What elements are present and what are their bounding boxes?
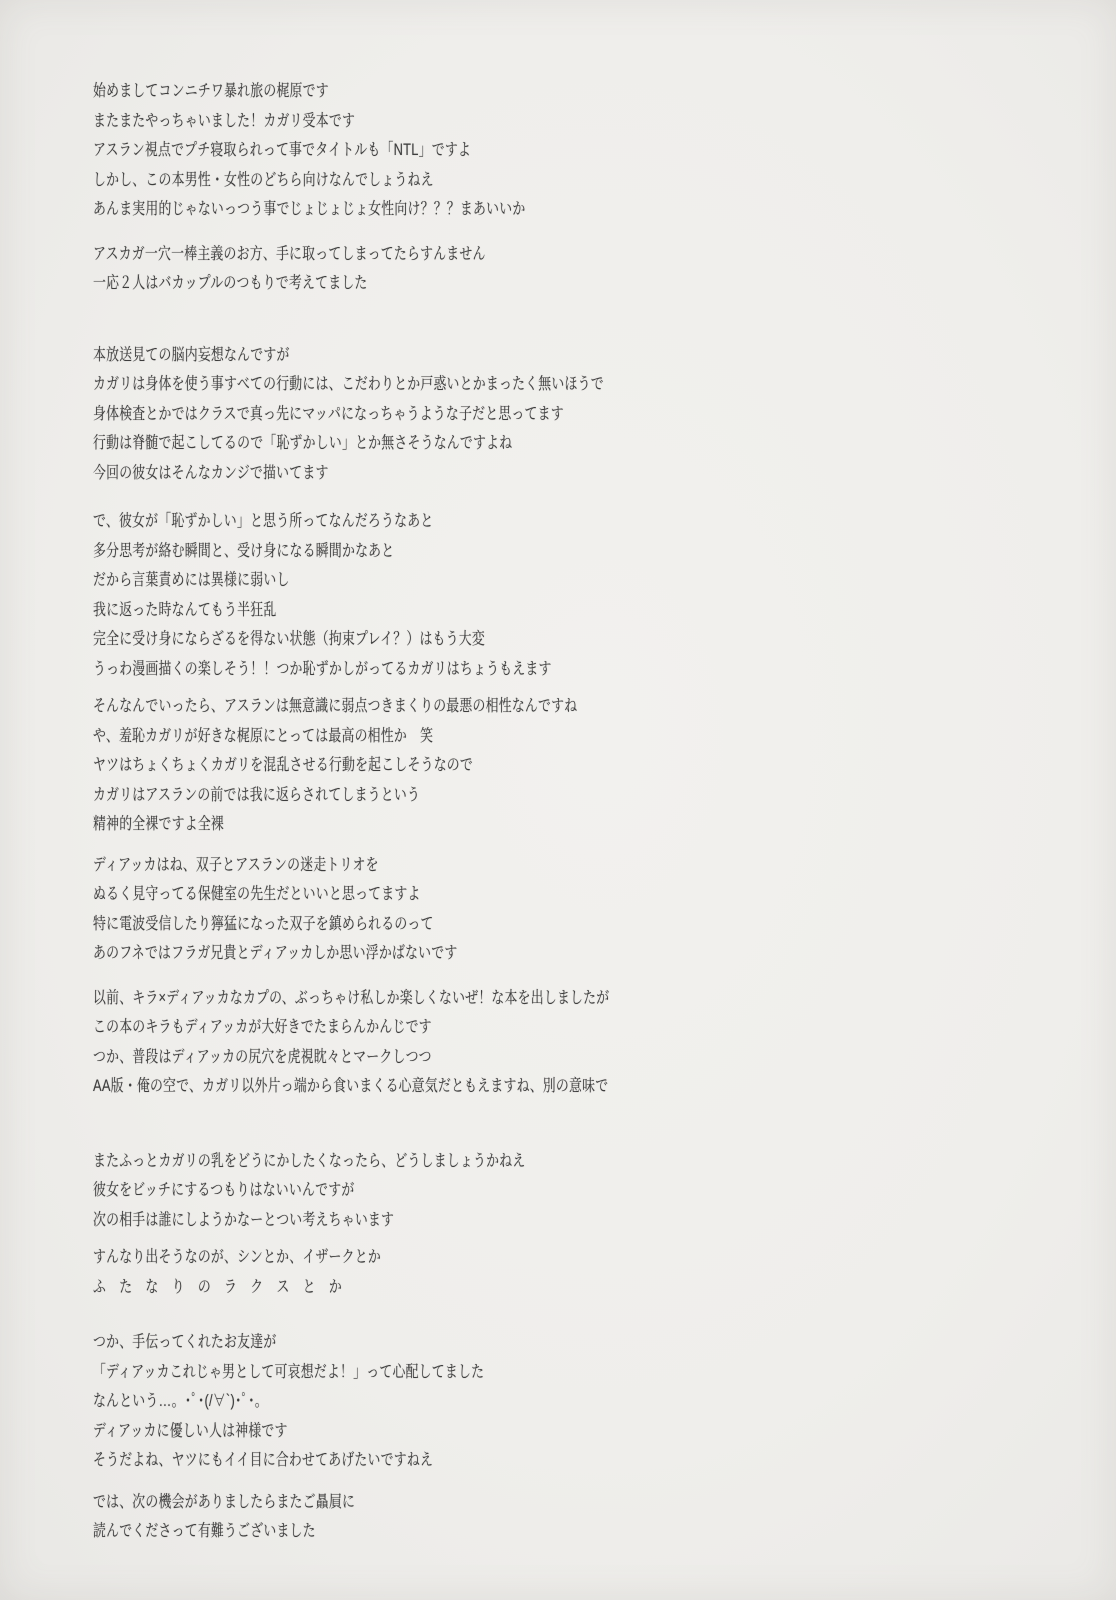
paragraph: [93, 240, 1107, 299]
text-line: そんなんでいったら、アスランは無意識に弱点つきまくりの最悪の相性なんですね: [93, 697, 578, 715]
text-line: あんま実用的じゃないっつう事でじょじょじょ女性向け？？？まあいいか: [93, 200, 526, 218]
paragraph: [93, 1243, 1107, 1302]
text-line: 以前、キラ×ディアッカなカプの、ぶっちゃけ私しか楽しくないぜ！な本を出しましたが: [93, 988, 610, 1007]
text-line: 彼女をビッチにするつもりはないいんですが: [93, 1181, 355, 1199]
text-content: [93, 77, 1107, 1547]
text-line: すんなり出そうなのが、シンとか、イザークとか: [93, 1248, 381, 1266]
text-line: 「ディアッカこれじゃ男として可哀想だよ！」って心配してました: [93, 1362, 485, 1381]
text-line: 多分思考が絡む瞬間と、受け身になる瞬間かなあと: [93, 541, 395, 560]
paragraph: [93, 1147, 1107, 1236]
text-line: この本のキラもディアッカが大好きでたまらんかんじです: [93, 1018, 432, 1036]
paragraph: [93, 1328, 1107, 1476]
text-line: 身体検査とかではクラスで真っ先にマッパになっちゃうような子だと思ってます: [93, 404, 564, 423]
text-line: あのフネではフラガ兄貴とディアッカしか思い浮かばないです: [93, 944, 458, 962]
text-line: では、次の機会がありましたらまたご贔屓に: [93, 1492, 356, 1511]
text-line: カガリは身体を使う事すべての行動には、こだわりとか戸惑いとかまったく無いほうで: [93, 375, 604, 393]
text-line: 始めましてコンニチワ暴れ旅の梶原です: [93, 82, 329, 100]
text-line: またまたやっちゃいました！カガリ受本です: [93, 111, 356, 130]
text-line: ディアッカはね、双子とアスランの迷走トリオを: [93, 855, 379, 874]
text-line: 我に返った時なんてもう半狂乱: [93, 600, 277, 619]
text-line: 今回の彼女はそんなカンジで描いてます: [93, 463, 329, 482]
text-line: そうだよね、ヤツにもイイ目に合わせてあげたいですねえ: [93, 1451, 434, 1469]
text-line: 行動は脊髄で起こしてるので「恥ずかしい」とか無さそうなんですよね: [93, 434, 513, 452]
text-line: 特に電波受信したり獰猛になった双子を鎮められるのって: [93, 914, 434, 933]
text-line: や、羞恥カガリが好きな梶原にとっては最高の相性か 笑: [93, 726, 434, 745]
text-line: アスカガ一穴一棒主義のお方、手に取ってしまってたらすんません: [93, 244, 486, 263]
paragraph: [93, 341, 1107, 489]
text-line: 一応２人はバカップルのつもりで考えてました: [93, 274, 368, 292]
text-line: 読んでくださって有難うございました: [93, 1522, 316, 1540]
paragraph: [93, 984, 1107, 1102]
text-line: つか、手伝ってくれたお友達が: [93, 1333, 277, 1351]
text-line: だから言葉責めには異様に弱いし: [93, 571, 290, 589]
text-line: 精神的全裸ですよ全裸: [93, 815, 225, 833]
text-line: つか、普段はディアッカの尻穴を虎視眈々とマークしつつ: [93, 1047, 432, 1066]
text-line: またふっとカガリの乳をどうにかしたくなったら、どうしましょうかねえ: [93, 1151, 526, 1170]
text-line: ぬるく見守ってる保健室の先生だといいと思ってますよ: [93, 885, 421, 903]
paragraph: [93, 77, 1107, 225]
text-line: カガリはアスランの前では我に返らされてしまうという: [93, 785, 421, 804]
text-line: ディアッカに優しい人は神様です: [93, 1421, 288, 1440]
text-line: ふ た な り の ラ ク ス と か: [93, 1277, 342, 1296]
paragraph: [93, 1488, 1107, 1547]
text-line: 次の相手は誰にしようかなーとつい考えちゃいます: [93, 1210, 395, 1229]
text-line: アスラン視点でプチ寝取られって事でタイトルも「NTL」ですよ: [93, 141, 472, 159]
text-line: なんという…。･ﾟ･(/∀`)･ﾟ･。: [93, 1392, 268, 1410]
text-line: しかし、この本男性・女性のどちら向けなんでしょうねえ: [93, 170, 434, 189]
text-line: 完全に受け身にならざるを得ない状態（拘束プレイ？）はもう大変: [93, 630, 485, 648]
text-line: ヤツはちょくちょくカガリを混乱させる行動を起こしそうなので: [93, 756, 474, 774]
text-line: で、彼女が「恥ずかしい」と思う所ってなんだろうなあと: [93, 512, 434, 530]
text-line: 本放送見ての脳内妄想なんですが: [93, 345, 290, 364]
text-line: AA版・俺の空で、カガリ以外片っ端から食いまくる心意気だともえますね、別の意味で: [93, 1077, 609, 1095]
paragraph: [93, 851, 1107, 969]
text-line: うっわ漫画描くの楽しそう！！つか恥ずかしがってるカガリはちょうもえます: [93, 659, 552, 678]
paragraph: [93, 507, 1107, 684]
paragraph: [93, 692, 1107, 840]
